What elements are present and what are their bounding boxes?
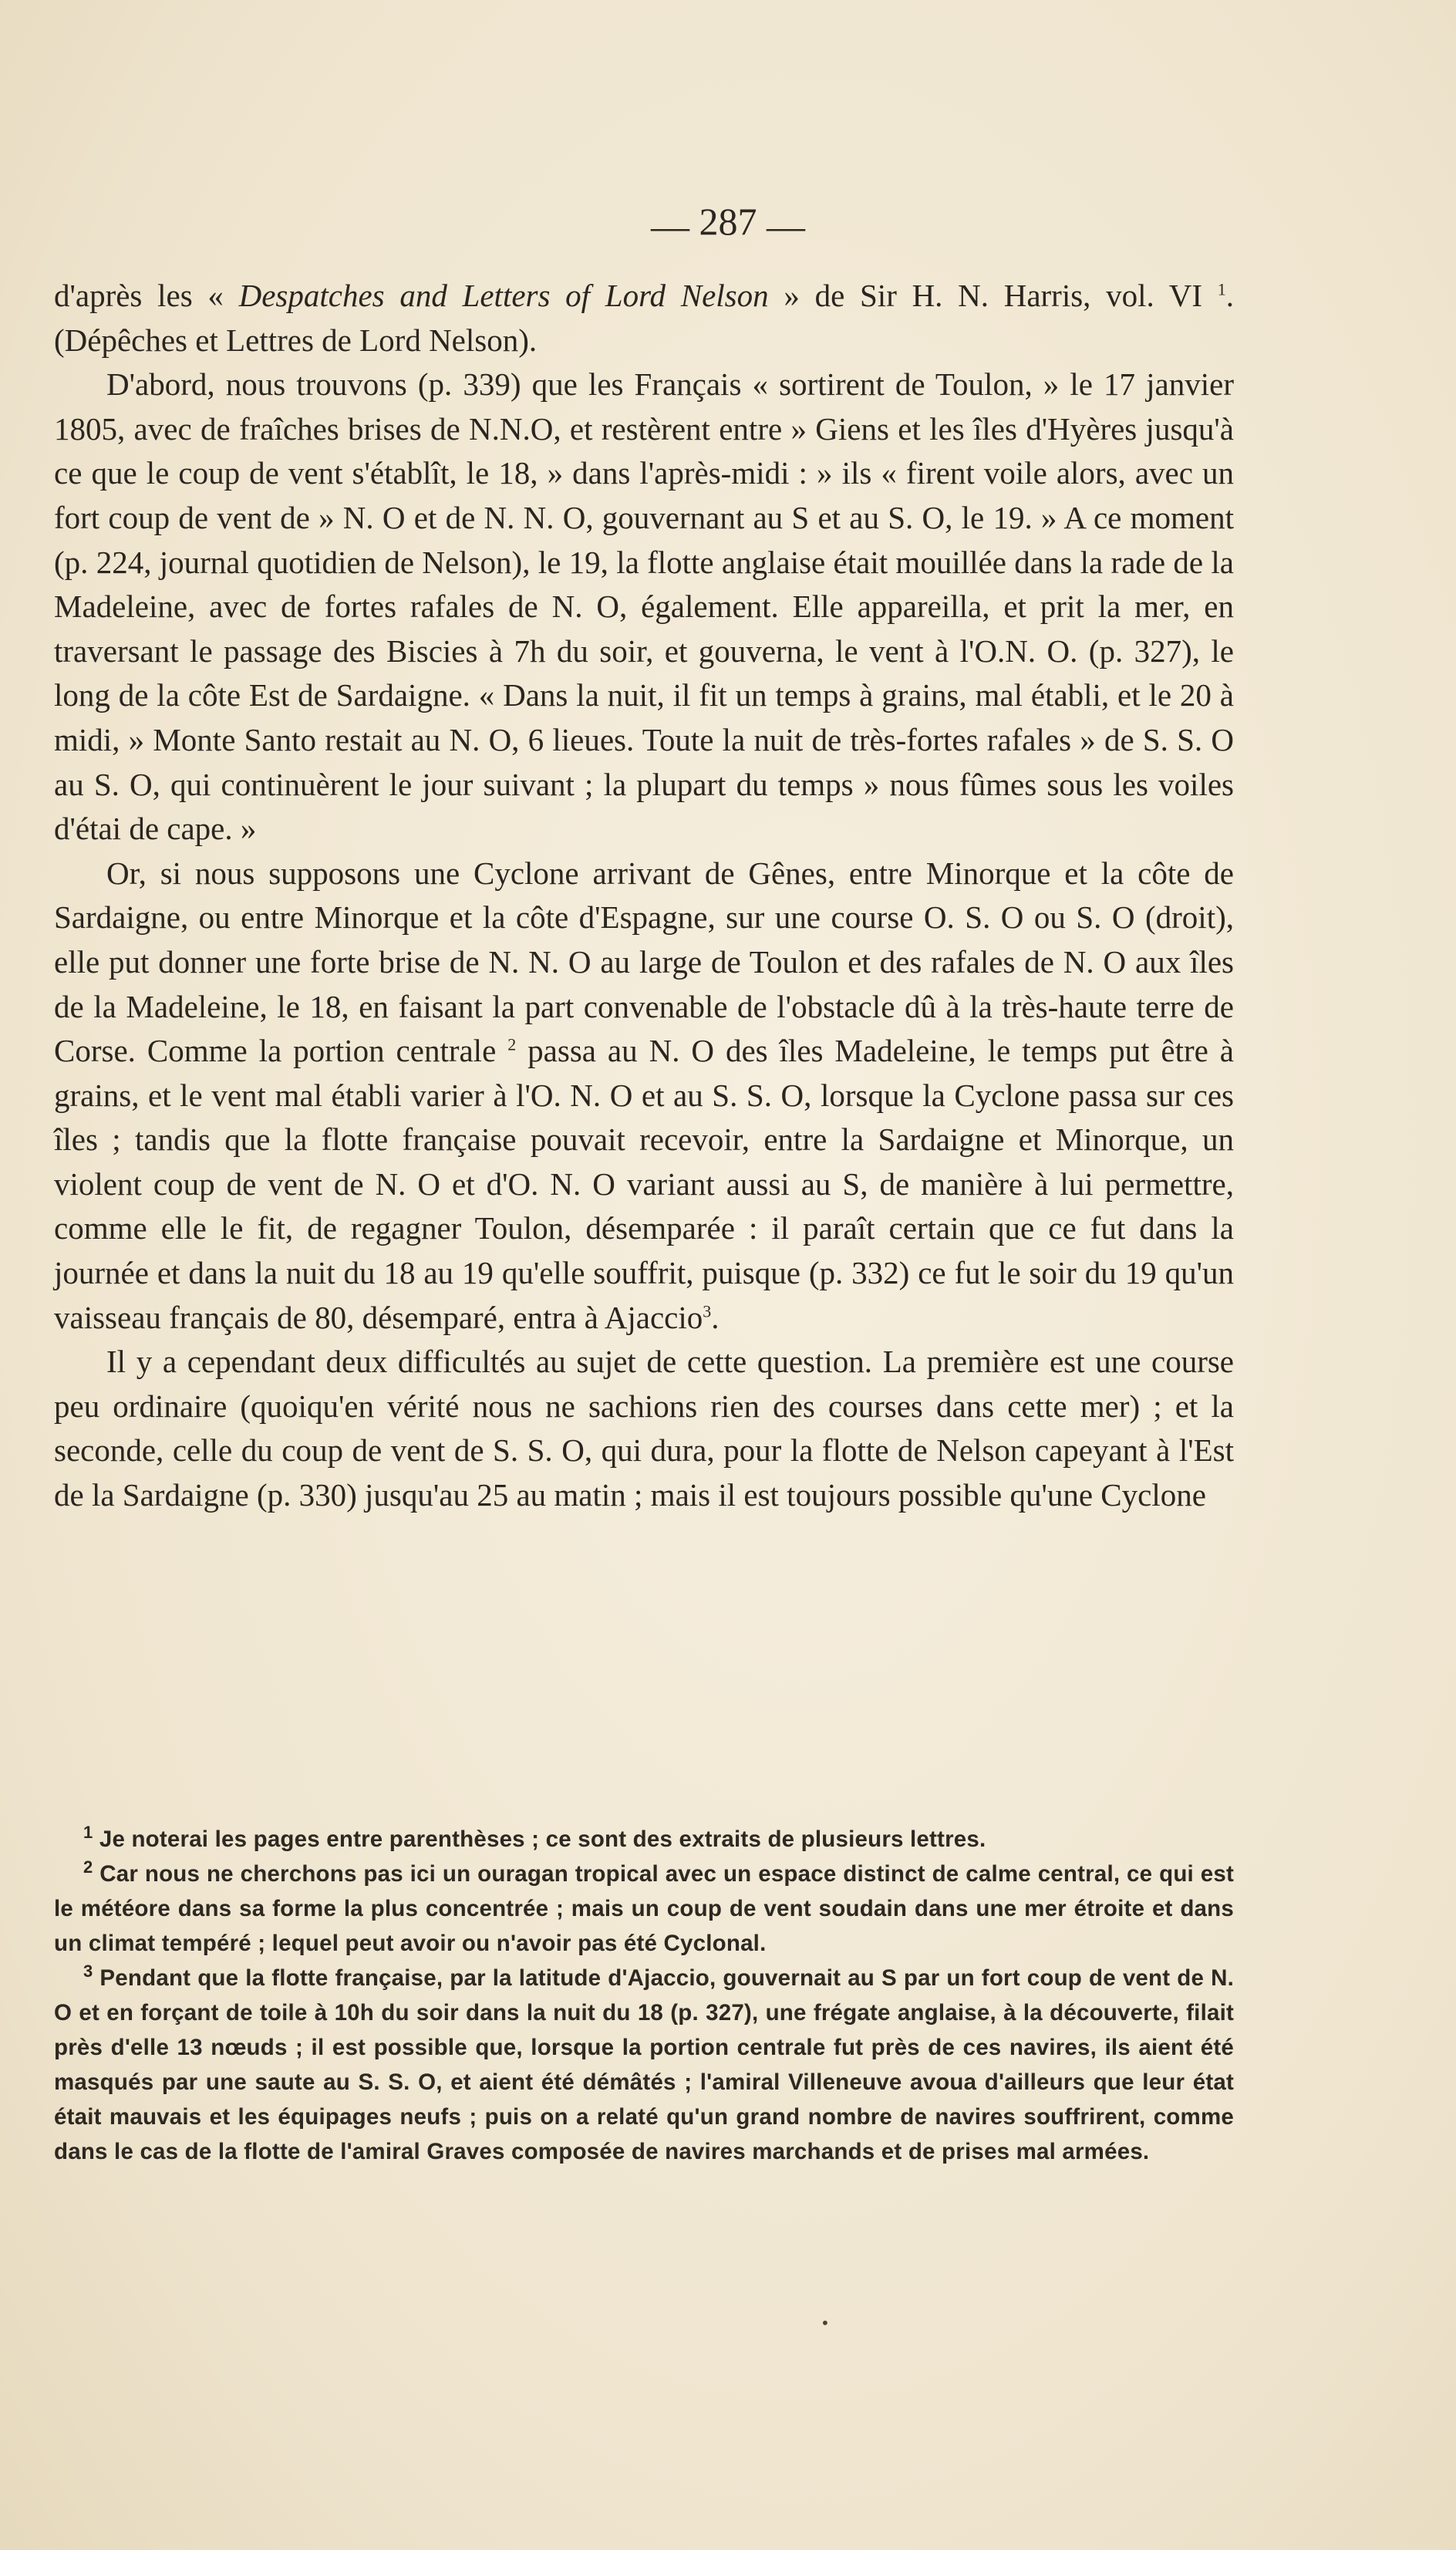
dash-left: —: [651, 204, 689, 248]
printer-mark: •: [821, 2314, 830, 2332]
paragraph-4: Il y a cependant deux difficultés au sujet de cette question. La première est une course peu ordinaire (quoiqu'en vérité nous ne sachions rien des courses dans cette mer) ; et la seconde, celle du coup de vent de S. S. O, qui dura, pour la flotte de Nelson capeyant à l'Est de la Sardaigne (p. 330) jusqu'au 25 au matin ; mais il est toujours possible qu'une Cyclone: [54, 1344, 1234, 1513]
footnote-3: $^3$ Pendant que la flotte française, par la latitude d'Ajaccio, gouvernait au S par un fort coup de vent de N. O et en forçant de toile à 10h du soir dans la nuit du 18 (p. 327), une frégate anglaise, à la découverte, filait près d'elle 13 nœuds ; il est possible que, lorsque la portion centrale fut près de ces navires, ils aient été masqués par une saute au S. S. O, et aient été démâtés ; l'amiral Villeneuve avoua d'ailleurs que leur état était mauvais et les équipages neufs ; puis on a relaté qu'un grand nombre de navires souffrirent, comme dans le cas de la flotte de l'amiral Graves composée de navires marchands et de prises mal armées.: [54, 1961, 1234, 2164]
paragraph-1: d'après les « Despatches and Letters of Lord Nelson » de Sir H. N. Harris, vol. VI $^1$. (Dépêches et Lettres de Lord Nelson).: [54, 278, 1235, 358]
footnote-ref-3: 3: [703, 1301, 712, 1321]
footnote-ref-2: 2: [507, 1034, 517, 1054]
footnotes: [54, 1822, 1234, 2169]
dash-right: —: [767, 204, 805, 248]
footnote-2: $^2$ Car nous ne cherchons pas ici un ouragan tropical avec un espace distinct de calme central, ce qui est le météore dans sa forme la plus concentrée ; mais un coup de vent soudain dans une mer étroite et dans un climat tempéré ; lequel peut avoir ou n'avoir pas été Cyclonal.: [54, 1857, 1234, 1956]
paragraph-3: Or, si nous supposons une Cyclone arrivant de Gênes, entre Minorque et la côte de Sardaigne, ou entre Minorque et la côte d'Espagne, sur une course O. S. O ou S. O (droit), elle put donner une forte brise de N. N. O au large de Toulon et des rafales de N. O aux îles de la Madeleine, le 18, en faisant la part convenable de l'obstacle dû à la très-haute terre de Corse. Comme la portion centrale $^2$ passa au N. O des îles Madeleine, le temps put être à grains, et le vent mal établi varier à l'O. N. O et au S. S. O, lorsque la Cyclone passa sur ces îles ; tandis que la flotte française pouvait recevoir, entre la Sardaigne et Minorque, un violent coup de vent de N. O et d'O. N. O variant aussi au S, de manière à lui permettre, comme elle le fit, de regagner Toulon, désemparée : il paraît certain que ce fut dans la journée et dans la nuit du 18 au 19 qu'elle souffrit, puisque (p. 332) ce fut le soir du 19 qu'un vaisseau français de 80, désemparé, entra à Ajaccio$^3$.: [54, 855, 1234, 1335]
paragraph-2: D'abord, nous trouvons (p. 339) que les Français « sortirent de Toulon, » le 17 janvier 1805, avec de fraîches brises de N.N.O, et restèrent entre » Giens et les îles d'Hyères jusqu'à ce que le coup de vent s'établît, le 18, » dans l'après-midi : » ils « firent voile alors, avec un fort coup de vent de » N. O et de N. N. O, gouvernant au S et au S. O, le 19. » A ce moment (p. 224, journal quotidien de Nelson), le 19, la flotte anglaise était mouillée dans la rade de la Madeleine, avec de fortes rafales de N. O, également. Elle appareilla, et prit la mer, en traversant le passage des Biscies à 7h du soir, et gouverna, le vent à l'O.N. O. (p. 327), le long de la côte Est de Sardaigne. « Dans la nuit, il fit un temps à grains, mal établi, et le 20 à midi, » Monte Santo restait au N. O, 6 lieues. Toute la nuit de très-fortes rafales » de S. S. O au S. O, qui continuèrent le jour suivant ; la plupart du temps » nous fûmes sous les voiles d'étai de cape. »: [54, 366, 1234, 847]
page-number-header: [0, 199, 1456, 248]
page-number: 287: [699, 200, 757, 243]
main-text: [54, 274, 1234, 1518]
footnote-1: $^1$ Je noterai les pages entre parenthèses ; ce sont des extraits de plusieurs lettres.: [83, 1823, 986, 1852]
footnote-ref-1: 1: [1217, 279, 1226, 299]
book-title: Despatches and Letters of Lord Nelson: [238, 278, 769, 313]
